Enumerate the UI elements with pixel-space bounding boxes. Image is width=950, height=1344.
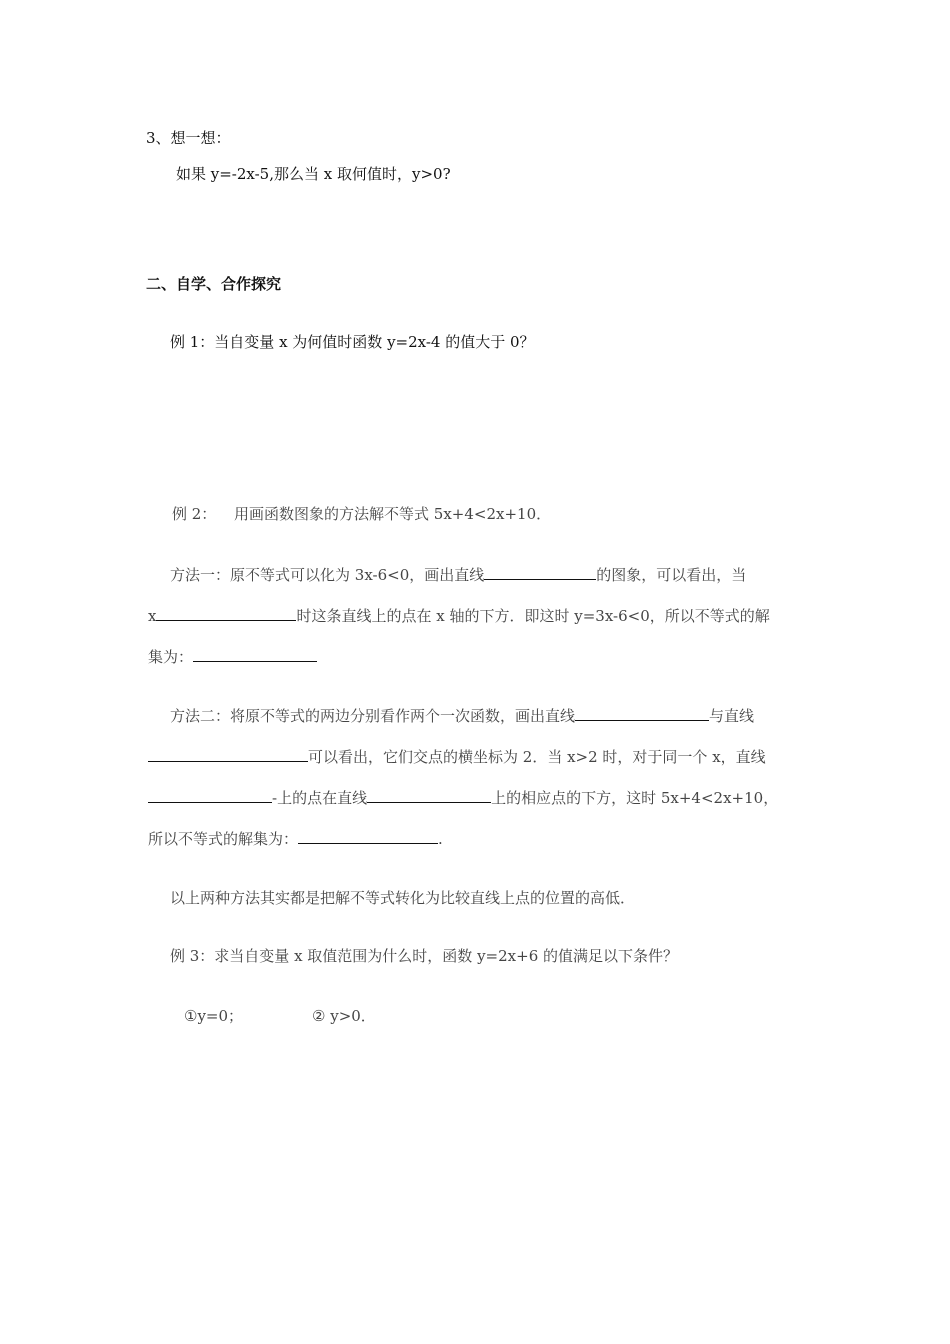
answer-blank[interactable] (148, 787, 272, 803)
summary-text: 以上两种方法其实都是把解不等式转化为比较直线上点的位置的高低． (170, 889, 636, 907)
method-2-text-g: . (438, 830, 443, 848)
method-1-text-c: x (148, 607, 157, 625)
example-2-text: 用画函数图象的方法解不等式 5x+4<2x+10． (234, 505, 552, 523)
method-1-line-1 (170, 564, 746, 585)
method-1-text-d: 时这条直线上的点在 x 轴的下方．即这时 y=3x-6<0，所以不等式的解 (296, 607, 770, 625)
condition-2: ② y>0． (312, 1007, 376, 1025)
section-heading-3: 3、想一想： (146, 129, 231, 147)
condition-1: ①y=0； (184, 1007, 244, 1025)
answer-blank[interactable] (156, 605, 296, 621)
method-1-line-2 (148, 605, 770, 626)
method-2-text-e: 上的相应点的下方，这时 5x+4<2x+10， (491, 789, 779, 807)
method-2-text-c: 可以看出，它们交点的横坐标为 2．当 x>2 时，对于同一个 x，直线 (308, 748, 766, 766)
question-text: 如果 y=-2x-5,那么当 x 取何值时，y>0? (176, 165, 451, 183)
answer-blank[interactable] (367, 787, 491, 803)
method-2-line-1 (170, 705, 754, 726)
method-1-text-e: 集为： (148, 648, 194, 666)
example-1-text: 例 1：当自变量 x 为何值时函数 y=2x-4 的值大于 0？ (170, 333, 535, 351)
method-1-text-a: 方法一：原不等式可以化为 3x-6<0，画出直线 (170, 566, 485, 584)
answer-blank[interactable] (575, 705, 709, 721)
method-2-line-3 (148, 787, 778, 808)
example-2-label: 例 2： (172, 505, 217, 523)
section-heading-2: 二、自学、合作探究 (146, 275, 282, 293)
answer-blank[interactable] (484, 564, 596, 580)
method-1-text-b: 的图象，可以看出，当 (596, 566, 747, 584)
method-2-line-2 (148, 746, 766, 767)
method-2-text-b: 与直线 (709, 707, 755, 725)
method-2-text-a: 方法二：将原不等式的两边分别看作两个一次函数，画出直线 (170, 707, 576, 725)
answer-blank[interactable] (193, 646, 317, 662)
method-1-line-3 (148, 646, 317, 667)
example-3-text: 例 3：求当自变量 x 取值范围为什么时，函数 y=2x+6 的值满足以下条件？ (170, 947, 679, 965)
method-2-text-d: -上的点在直线 (272, 789, 368, 807)
method-2-line-4 (148, 828, 443, 849)
answer-blank[interactable] (298, 828, 438, 844)
answer-blank[interactable] (148, 746, 308, 762)
method-2-text-f: 所以不等式的解集为： (148, 830, 299, 848)
